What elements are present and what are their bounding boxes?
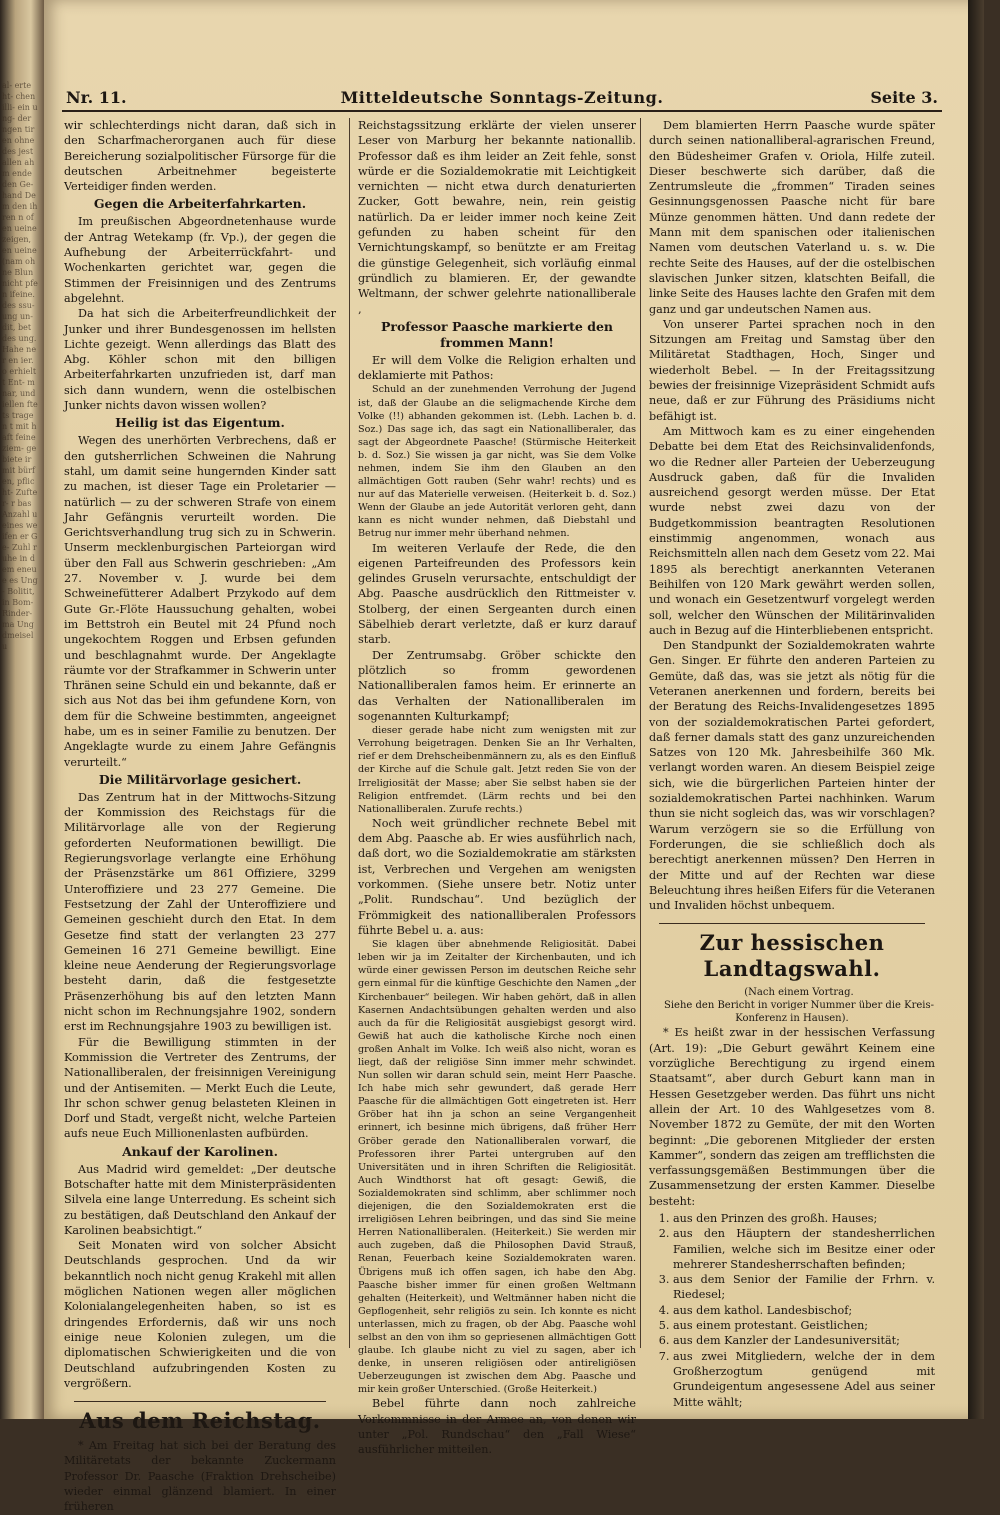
- quoted-speech: dieser gerade habe nicht zum wenigsten mit zur Verrohung beigetragen. Denken Sie an Ihr Verhalten, rief er dem Drehscheibenmännern zu, als es den Einfluß der Kirche auf die Schule galt. Jetzt reden Sie von der Irreligiosität der Masse; aber Sie selbst haben sie der Religion entfremdet. (Lärm rechts und bei den Nationalliberalen. Zurufe rechts.): [358, 725, 636, 815]
- section-heading: Heilig ist das Eigentum.: [115, 415, 285, 431]
- paragraph: Er will dem Volke die Religion erhalten und deklamierte mit Pathos:: [358, 353, 636, 383]
- paragraph: wir schlechterdings nicht daran, daß sich in den Scharfmacherorganen auch für diese Bereicherung sozialpolitischer Fürsorge für die deutschen Arbeitnehmer begeisterte Verteidiger finden werden.: [64, 119, 336, 194]
- list-item: 6. aus dem Kanzler der Landesuniversität;: [673, 1333, 935, 1348]
- section-heading: Die Militärvorlage gesichert.: [98, 771, 302, 787]
- paragraph: Reichstagssitzung erklärte der vielen unserer Leser von Marburg her bekannte nationallib. Professor daß es ihm leider an Zeit fehle, sonst würde er die Sozialdemokratie mit Leichtigkeit vernichten — nicht etwa durch denaturierten Zucker, Gott bewahre, nein, rein geistig natürlich. Da er leider immer noch keine Zeit gefunden zu haben scheint für den Vernichtungskampf, so benützte er am Freitag die günstige Gelegenheit, sich vorläufig einmal gründlich zu blamieren. Er, der gewandte Weltmann, der schwer gelehrte nationalliberale ‚: [358, 119, 636, 316]
- paragraph: Aus Madrid wird gemeldet: „Der deutsche Botschafter hatte mit dem Ministerpräsidenten Silvela eine lange Unterredung. Es scheint sich zu bestätigen, daß Deutschland den Ankauf der Karolinen beabsichtigt.“: [64, 1162, 336, 1237]
- divider: [74, 1401, 326, 1402]
- paragraph: Von unserer Partei sprachen noch in den Sitzungen am Freitag und Samstag über den Militäretat Stadthagen, Hoch, Singer und wiederholt Bebel. — In der Freitagssitzung bewies der freisinnige Vizepräsident Schmidt aufs neue, daß er zur Führung des Präsidiums nicht befähigt ist.: [649, 317, 935, 423]
- paragraph: Im weiteren Verlaufe der Rede, die den eigenen Parteifreunden des Professors kein gelindes Gruseln verursachte, entschuldigt der Abg. Paasche ausdrücklich den Rittmeister v. Stolberg, der einen Sergeanten durch einen Säbelhieb derart verletzte, daß er kurz darauf starb.: [358, 541, 636, 647]
- left-page-gutter: [0, 0, 44, 1419]
- paragraph: Der Zentrumsabg. Gröber schickte den plötzlich so fromm gewordenen Nationalliberalen famos heim. Er erinnerte an das Verhalten der Nationalliberalen im sogenannten Kulturkampf;: [358, 648, 636, 723]
- page-number: Seite 3.: [870, 88, 938, 107]
- paragraph: Seit Monaten wird von solcher Absicht Deutschlands gesprochen. Und da wir bekanntlich noch nicht genug Krakehl mit allen möglichen Nationen wegen aller möglichen Kolonialangelegenheiten haben, so ist es dringendes Erfordernis, daß wir uns noch einige neue Kolonien zulegen, um die diplomatischen Schwierigkeiten und die von Deutschland aufzubringenden Kosten zu vergrößern.: [64, 1239, 336, 1390]
- list-item: 7. aus zwei Mitgliedern, welche der in dem Großherzogtum genügend mit Grundeigentum angesessene Adel aus seiner Mitte wählt;: [673, 1349, 935, 1410]
- list-item: 5. aus einem protestant. Geistlichen;: [673, 1318, 935, 1333]
- paragraph: Dem blamierten Herrn Paasche wurde später durch seinen nationalliberal-agrarischen Freund, den Büdesheimer Grafen v. Oriola, Hilfe zuteil. Dieser beschwerte sich darüber, daß die Zentrumsleute die „frommen“ Tiraden seines Gesinnungsgenossen Paasche nicht für bare Münze genommen hätten. Und dann redete der Mann mit dem spanischen oder italienischen Namen vom deutschen Vaterland u. s. w. Die rechte Seite des Hauses, auf der die ostelbischen slavischen Junker sitzen, klatschten Beifall, die linke Seite des Hauses lachte den Grafen mit dem ganz und gar undeutschen Namen aus.: [649, 119, 935, 316]
- paragraph: * Am Freitag hat sich bei der Beratung des Militäretats der bekannte Zuckermann Professor Dr. Paasche (Fraktion Drehscheibe) wieder einmal glänzend blamiert. In einer früheren: [64, 1439, 336, 1514]
- list-item: 3. aus dem Senior der Familie der Frhrn. v. Riedesel;: [673, 1272, 935, 1303]
- column-3: [640, 118, 935, 1409]
- page-header: [62, 88, 942, 112]
- chamber-composition-list: [649, 1211, 935, 1410]
- quoted-speech: Sie klagen über abnehmende Religiosität. Dabei leben wir ja im Zeitalter der Kirchenbauten, und ich würde einer gewissen Person im deutschen Reiche sehr gern einmal für die künftige Geschichte den Namen „der Kirchenbauer“ beilegen. Wir haben gehört, daß in allen Kasernen Andachtsübungen gehalten werden und also auch da für die Religiosität ausgiebigst gesorgt wird. Gewiß hat auch die katholische Kirche noch einen großen Anhalt im Volke. Ich weiß also nicht, woran es liegt, daß der religiöse Sinn immer mehr schwindet. Nun sollen wir daran schuld sein, meint Herr Paasche. Ich habe mich sehr gewundert, daß gerade Herr Paasche für die allmächtigen Gott eingetreten ist. Herr Gröber hat ihn ja schon an seine Vergangenheit erinnert, ich besinne mich übrigens, daß früher Herr Gröber gerade den Nationalliberalen vorwarf, die Professoren ihrer Partei untergruben auf den Universitäten und in ihren Schriften die Religiosität. Auch Windthorst hat oft gesagt: Gewiß, die Sozialdemokraten sind schlimm, aber schlimmer noch diejenigen, die den Sozialdemokraten erst die irreligiösen Lehren beibringen, und das sind Sie meine Herren Nationalliberalen. (Heiterkeit.) Sie werden mir auch zugeben, daß die Philosophen David Strauß, Renan, Feuerbach keine Sozialdemokraten waren. Übrigens muß ich offen sagen, ich habe den Abg. Paasche bisher immer für einen großen Weltmann gehalten (Heiterkeit), und Weltmänner haben nicht die Gepflogenheit, sehr religiös zu sein. Ich konnte es nicht unterlassen, mich zu fragen, ob der Abg. Paasche wohl selbst an den von ihm so gepriesenen allmächtigen Gott glaube. Ich glaube nicht zu viel zu sagen, aber ich denke, in unseren religiösen oder antireligiösen Ueberzeugungen ist zwischen dem Abg. Paasche und mir kein großer Unterschied. (Große Heiterkeit.): [358, 939, 636, 1396]
- paragraph: Wegen des unerhörten Verbrechens, daß er den gutsherrlichen Schweinen die Nahrung stahl, um damit seine hungernden Kinder satt zu machen, ist dieser Tage ein Proletarier — natürlich — zu der schweren Strafe von einem Jahr Gefängnis verurteilt worden. Die Gerichtsverhandlung trug sich zu in Schwerin. Unserm mecklenburgischen Parteiorgan wird über den Fall aus Schwerin geschrieben: „Am 27. November v. J. wurde bei dem Schweinefütterer Adalbert Przykodo auf dem Gute Gr.-Flöte Haussuchung gehalten, wobei im Bettstroh ein Beutel mit 24 Pfund noch ungekochtem Roggen und Erbsen gefunden und beschlagnahmt wurde. Der Angeklagte räumte vor der Strafkammer in Schwerin unter Thränen seine Schuld ein und bekannte, daß er sich aus Not das bei ihm gefundene Korn, von dem für die Schweine bestimmten, angeeignet habe, um es in seiner Familie zu benutzen. Der Angeklagte wurde zu einem Jahre Gefängnis verurteilt.“: [64, 434, 336, 769]
- list-item: 2. aus den Häuptern der standesherrlichen Familien, welche sich im Besitze einer oder mehrerer Standesherrschaften befinden;: [673, 1226, 935, 1272]
- article-headline: Aus dem Reichstag.: [79, 1408, 321, 1434]
- article-headline: Zur hessischen Landtagswahl.: [699, 930, 885, 982]
- list-item: 4. aus dem kathol. Landesbischof;: [673, 1303, 935, 1318]
- newspaper-page: [44, 0, 984, 1514]
- paragraph: Den Standpunkt der Sozialdemokraten wahrte Gen. Singer. Er führte den anderen Parteien zu Gemüte, daß das, was sie jetzt als nötig für die Veteranen anerkennen und fordern, bereits bei der Beratung des Reichs-Invalidengesetzes 1895 von der sozialdemokratischen Partei gefordert, daß ferner damals statt des ganz unzureichenden Satzes von 120 Mk. Jahresbeihilfe 360 Mk. verlangt worden waren. An diesem Beispiel zeige sich, wie die bürgerlichen Parteien hinter der sozialdemokratischen Partei nachhinken. Warum thun sie nicht sogleich das, was wir vorschlagen? Warum verzögern sie so die Erfüllung von Forderungen, die sie schließlich doch als berechtigt anerkennen müssen? Den Herren in der Mitte und auf der Rechten war diese Beleuchtung ihres heißen Eifers für die Veteranen und Invaliden höchst unbequem.: [649, 639, 935, 913]
- article-note: (Nach einem Vortrag.: [744, 987, 854, 999]
- paragraph: Für die Bewilligung stimmten in der Kommission die Vertreter des Zentrums, der Nationalliberalen, der freisinnigen Vereinigung und der Antisemiten. — Merkt Euch die Leute, Ihr schon schwer genug belasteten Kleinen in Dorf und Stadt, vergeßt nicht, welche Parteien aufs neue Euch Millionenlasten aufbürden.: [64, 1035, 336, 1141]
- paragraph: Im preußischen Abgeordnetenhause wurde der Antrag Wetekamp (fr. Vp.), der gegen die Aufhebung der Arbeiterrückfahrt- und Wochenkarten gerichtet war, gegen die Stimmen der Freisinnigen und des Zentrums abgelehnt.: [64, 215, 336, 305]
- section-heading: Gegen die Arbeiterfahrkarten.: [93, 196, 307, 212]
- section-heading: Professor Paasche markierte den frommen Mann!: [380, 318, 614, 350]
- section-heading: Ankauf der Karolinen.: [122, 1143, 278, 1159]
- paragraph: Am Mittwoch kam es zu einer eingehenden Debatte bei dem Etat des Reichsinvalidenfonds, wo die Redner aller Parteien der Ueberzeugung Ausdruck gaben, daß für die Invaliden ausreichend gesorgt werden müsse. Der Etat wurde nebst zwei dazu von der Budgetkommission beantragten Resolutionen einstimmig angenommen, wonach aus Reichsmitteln allen nach dem Gesetz vom 22. Mai 1895 als berechtigt anerkannten Veteranen Beihilfen von 120 Mark gewährt werden sollen, und wonach ein Gesetzentwurf vorgelegt werden soll, welcher den Wünschen der Militärinvaliden auch in Bezug auf die Hinterbliebenen entspricht.: [649, 424, 935, 637]
- paragraph: Das Zentrum hat in der Mittwochs-Sitzung der Kommission des Reichstags für die Militärvorlage alle von der Regierung geforderten Neuformationen bewilligt. Die Regierungsvorlage verlangte eine Erhöhung der Präsenzstärke um 861 Offiziere, 3299 Unteroffiziere und 23 277 Gemeine. Die Festsetzung der Zahl der Unteroffiziere und Gemeinen geschieht durch den Etat. In dem Gesetze find statt der verlangten 23 277 Gemeinen 16 271 Gemeine bewilligt. Eine kleine neue Aenderung der Regierungsvorlage besteht darin, daß die festgesetzte Präsenzerhöhung bis auf den letzten Mann nicht schon im Rechnungsjahre 1902, sondern erst im Rechnungsjahre 1903 zu bewilligen ist.: [64, 790, 336, 1034]
- column-1: [64, 118, 336, 1514]
- paragraph: Noch weit gründlicher rechnete Bebel mit dem Abg. Paasche ab. Er wies ausführlich nach, daß dort, wo die Sozialdemokratie am stärksten ist, Verbrechen und Vergehen am wenigsten vorkommen. (Siehe unsere betr. Notiz unter „Polit. Rundschau“. Und bezüglich der Frömmigkeit des nationalliberalen Professors führte Bebel u. a. aus:: [358, 816, 636, 937]
- issue-number: Nr. 11.: [66, 88, 127, 107]
- column-2: [349, 118, 636, 1457]
- paragraph: Bebel führte dann noch zahlreiche Vorkommnisse in der Armee an, von denen wir unter „Pol. Rundschau“ den „Fall Wiese“ ausführlicher mitteilen.: [358, 1397, 636, 1457]
- divider: [659, 923, 925, 924]
- quoted-speech: Schuld an der zunehmenden Verrohung der Jugend ist, daß der Glaube an die seligmachende Kirche dem Volke (!!) abhanden gekommen ist. (Lebh. Lachen b. d. Soz.) Das sage ich, das sagt ein Nationalliberaler, das sagt der Abgeordnete Paasche! (Stürmische Heiterkeit b. d. Soz.) Sie wissen ja gar nicht, was Sie dem Volke nehmen, indem Sie ihm den Glauben an den allmächtigen Gott rauben (Sehr wahr! rechts) und es nur auf das Materielle verweisen. (Heiterkeit b. d. Soz.) Wenn der Glaube an jede Autorität verloren geht, dann kann es nicht wunder nehmen, daß Diebstahl und Betrug nur immer mehr überhand nehmen.: [358, 384, 636, 540]
- article-note: Siehe den Bericht in voriger Nummer über die Kreis-Konferenz in Hausen).: [664, 1000, 934, 1025]
- masthead-title: Mitteldeutsche Sonntags-Zeitung.: [340, 88, 664, 107]
- book-edge: [968, 0, 984, 1419]
- paragraph: Da hat sich die Arbeiterfreundlichkeit der Junker und ihrer Bundesgenossen im hellsten Lichte gezeigt. Wenn allerdings das Blatt des Abg. Köhler schon mit den billigen Arbeiterfahrkarten unzufrieden ist, darf man sich dann wundern, wenn die ostelbischen Junker nichts davon wissen wollen?: [64, 307, 336, 413]
- list-item: 1. aus den Prinzen des großh. Hauses;: [673, 1211, 935, 1226]
- facing-page-text-fragments: al- erte ht- chen illi- ein ung- der ngen tiren ohne des jest allen ahm ende den Ge- hand Dem den ihren n ofen ueine zeigen, en ueine (nam ohne Blun nicht pfen ifeine. des ssu- ung un- dit, bet des ung. Hahe ner en ier. o erhielt t Ent- mnar, und iellen ftets tragen t mit haft feine ziem- gebiete ir mit bürfen, pflicht- Zufter- r bas Anzahl ueines weifen er Ge- Zuhl ruhe in dem eneue es Ung- Bolitit, in Bom- Rinder- ma Ung dmeiselu: [2, 81, 38, 651]
- paragraph: * Es heißt zwar in der hessischen Verfassung (Art. 19): „Die Geburt gewährt Keinem eine vorzügliche Berechtigung zu irgend einem Staatsamt“, aber durch Geburt kann man in Hessen Gesetzgeber werden. Das führt uns nicht allein der Art. 10 des Wahlgesetzes vom 8. November 1872 zu Gemüte, der mit den Worten beginnt: „Die geborenen Mitglieder der ersten Kammer“, sondern das zeigen am trefflichsten die verfassungsgemäßen Bestimmungen über die Zusammensetzung der ersten Kammer. Dieselbe besteht:: [649, 1026, 935, 1208]
